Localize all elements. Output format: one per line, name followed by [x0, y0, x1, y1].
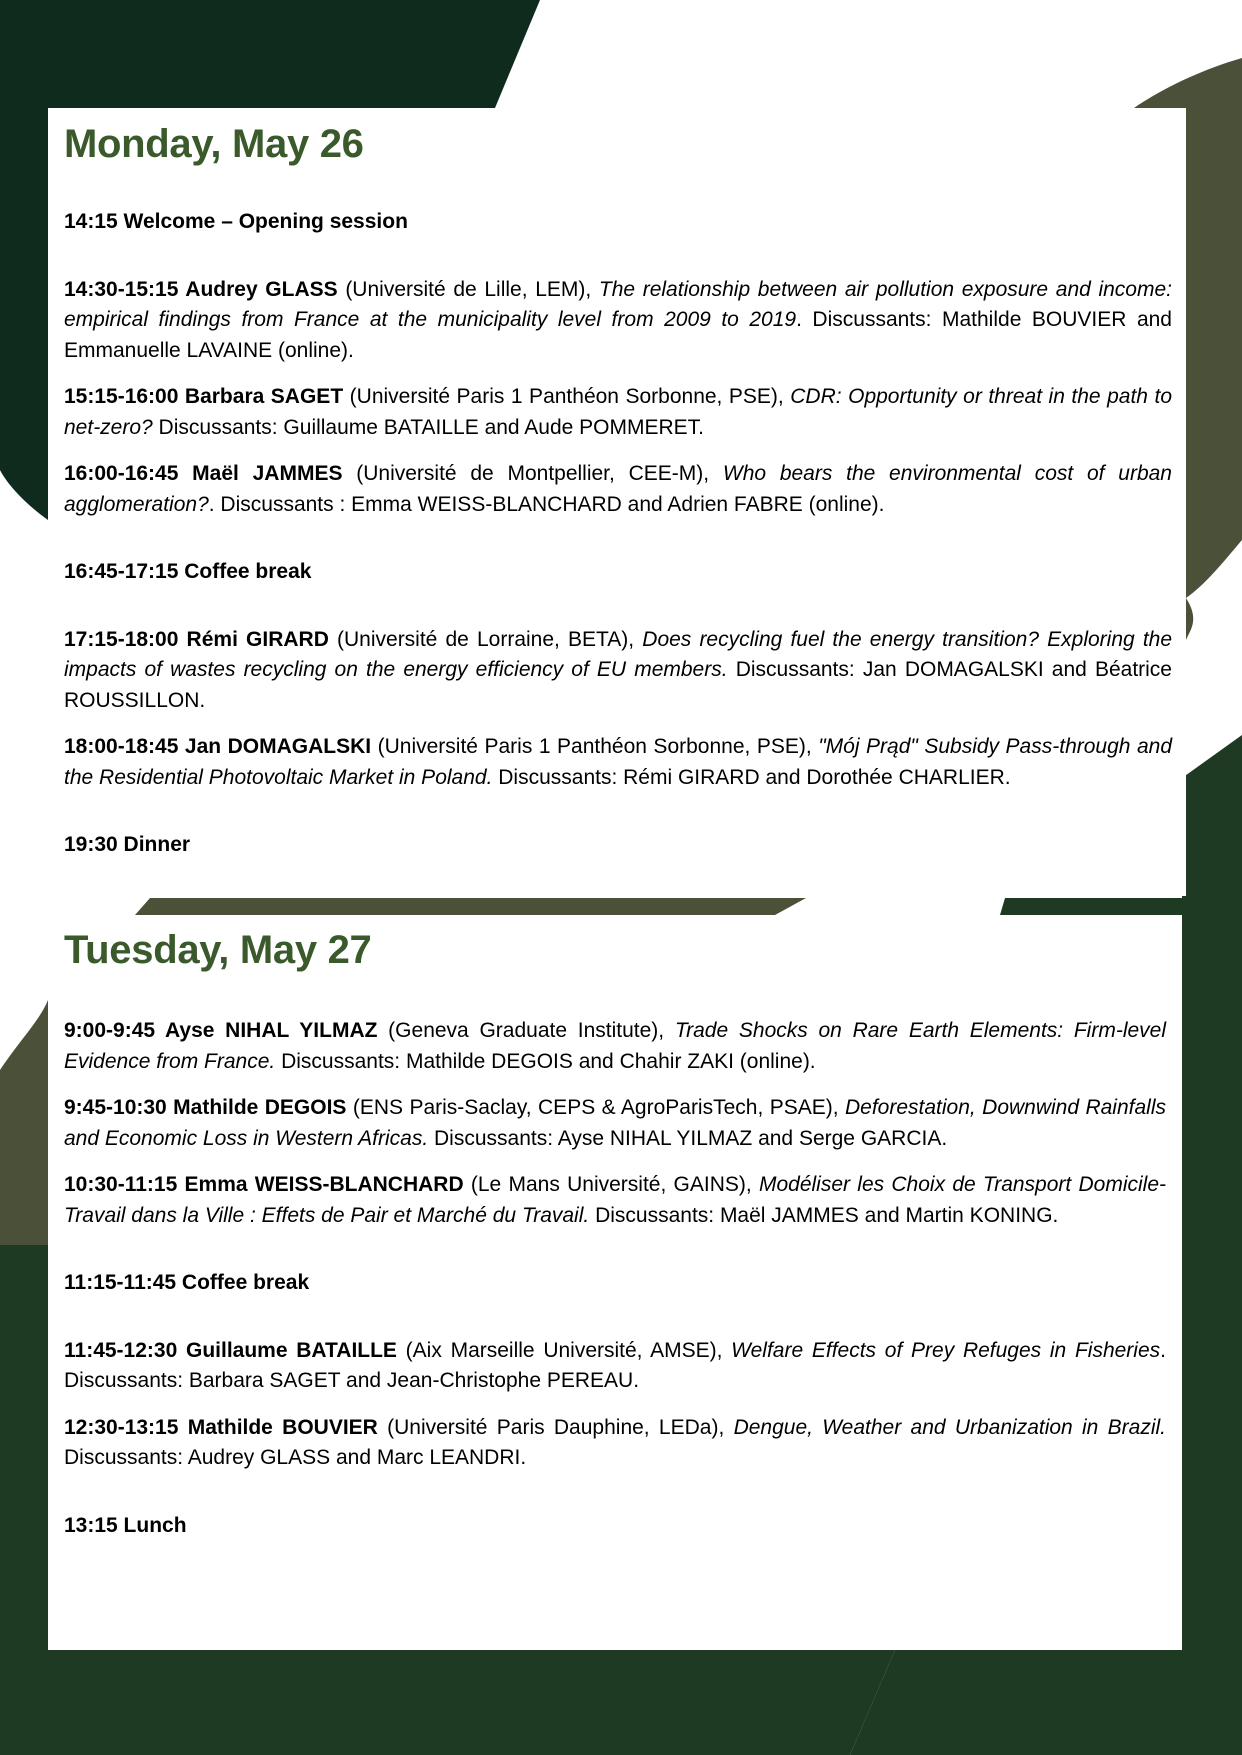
- talk-discussants: Discussants: Maël JAMMES and Martin KONING.: [589, 1203, 1059, 1227]
- talk-entry: [64, 1413, 1166, 1474]
- talk-time-speaker: 10:30-11:15 Emma WEISS-BLANCHARD: [64, 1173, 464, 1196]
- talk-entry: [64, 732, 1172, 793]
- talk-time-speaker: 9:45-10:30 Mathilde DEGOIS: [64, 1096, 347, 1119]
- talk-time-speaker: 16:00-16:45 Maël JAMMES: [64, 462, 343, 485]
- talk-affiliation: (Université de Lille, LEM),: [337, 277, 599, 301]
- talk-title: The relationship between air pollution exposure and income: empirical findings from France at the municipality level from 2009 to 2019: [64, 277, 1172, 331]
- talk-affiliation: (Université de Lorraine, BETA),: [328, 627, 643, 651]
- talk-discussants: . Discussants: Mathilde BOUVIER and Emmanuelle LAVAINE (online).: [64, 308, 1172, 362]
- talk-time-speaker: 11:45-12:30 Guillaume BATAILLE: [64, 1338, 397, 1362]
- talk-time-speaker: 12:30-13:15 Mathilde BOUVIER: [64, 1415, 378, 1439]
- bottom-right-dark: [850, 1650, 1182, 1755]
- right-dark-ribbon: [1000, 898, 1182, 915]
- talk-title: Welfare Effects of Prey Refuges in Fisheries: [731, 1338, 1161, 1362]
- middle-band: [135, 898, 806, 915]
- monday-section: [64, 118, 1172, 861]
- talk-time-speaker: 9:00-9:45 Ayse NIHAL YILMAZ: [64, 1019, 378, 1042]
- talk-discussants: Discussants: Mathilde DEGOIS and Chahir ZAKI (online).: [275, 1049, 816, 1073]
- talk-entry: [64, 1170, 1166, 1231]
- talk-discussants: Discussants: Ayse NIHAL YILMAZ and Serge GARCIA.: [428, 1126, 948, 1150]
- talk-affiliation: (Aix Marseille Université, AMSE),: [396, 1338, 732, 1362]
- talk-discussants: . Discussants: Barbara SAGET and Jean-Christophe PEREAU.: [64, 1338, 1166, 1392]
- talk-affiliation: (Le Mans Université, GAINS),: [463, 1173, 759, 1196]
- talk-entry: [64, 1093, 1166, 1154]
- talk-discussants: . Discussants : Emma WEISS-BLANCHARD and Adrien FABRE (online).: [208, 492, 885, 516]
- talk-entry: [64, 625, 1172, 717]
- talk-discussants: Discussants: Audrey GLASS and Marc LEANDRI.: [64, 1446, 527, 1469]
- talk-title: Dengue, Weather and Urbanization in Brazil.: [733, 1415, 1166, 1439]
- talk-entry: [64, 459, 1172, 520]
- talk-entry: [64, 1336, 1166, 1397]
- talk-entry: [64, 275, 1172, 367]
- talk-entry: [64, 1016, 1166, 1077]
- talk-affiliation: (ENS Paris-Saclay, CEPS & AgroParisTech, PSAE),: [346, 1096, 845, 1119]
- talk-title: Who bears the environmental cost of urban agglomeration?: [64, 462, 1172, 516]
- talk-time-speaker: 15:15-16:00 Barbara SAGET: [64, 385, 344, 408]
- talk-discussants: Discussants: Jan DOMAGALSKI and Béatrice ROUSSILLON.: [64, 658, 1172, 712]
- left-olive-curve: [0, 1000, 48, 1250]
- day-heading-tuesday: Tuesday, May 27: [64, 928, 372, 972]
- day-heading-monday: Monday, May 26: [64, 122, 364, 166]
- talk-title: CDR: Opportunity or threat in the path to net-zero?: [64, 385, 1172, 439]
- talk-entry: [64, 382, 1172, 443]
- talk-affiliation: (Université Paris 1 Panthéon Sorbonne, PSE),: [371, 735, 819, 758]
- talk-affiliation: (Geneva Graduate Institute),: [377, 1019, 675, 1042]
- talk-discussants: Discussants: Rémi GIRARD and Dorothée CHARLIER.: [492, 765, 1011, 789]
- schedule-item-coffee-break: 11:15-11:45 Coffee break: [64, 1271, 310, 1294]
- schedule-item-dinner: 19:30 Dinner: [64, 833, 191, 856]
- talk-discussants: Discussants: Guillaume BATAILLE and Aude POMMERET.: [152, 415, 704, 439]
- schedule-item-lunch: 13:15 Lunch: [64, 1513, 187, 1537]
- talk-title: Trade Shocks on Rare Earth Elements: Firm-level Evidence from France.: [64, 1019, 1167, 1073]
- talk-title: Modéliser les Choix de Transport Domicile-Travail dans la Ville : Effets de Pair et Marché du Travail.: [64, 1173, 1166, 1227]
- talk-affiliation: (Université Paris 1 Panthéon Sorbonne, PSE),: [343, 385, 791, 408]
- right-dark-upper: [1182, 735, 1242, 915]
- talk-title: Deforestation, Downwind Rainfalls and Economic Loss in Western Africas.: [64, 1096, 1166, 1150]
- talk-affiliation: (Université Paris Dauphine, LEDa),: [377, 1415, 734, 1439]
- talk-time-speaker: 14:30-15:15 Audrey GLASS: [64, 277, 338, 301]
- talk-time-speaker: 18:00-18:45 Jan DOMAGALSKI: [64, 735, 372, 758]
- talk-title: Does recycling fuel the energy transition? Exploring the impacts of wastes recycling on the energy efficiency of EU members.: [64, 627, 1173, 681]
- talk-title: "Mój Prąd" Subsidy Pass-through and the Residential Photovoltaic Market in Poland.: [64, 735, 1172, 789]
- talk-affiliation: (Université de Montpellier, CEE-M),: [342, 462, 723, 485]
- schedule-item-welcome: 14:15 Welcome – Opening session: [64, 210, 408, 233]
- schedule-item-coffee-break: 16:45-17:15 Coffee break: [64, 560, 312, 583]
- tuesday-section: [64, 924, 1166, 1541]
- talk-time-speaker: 17:15-18:00 Rémi GIRARD: [64, 627, 329, 651]
